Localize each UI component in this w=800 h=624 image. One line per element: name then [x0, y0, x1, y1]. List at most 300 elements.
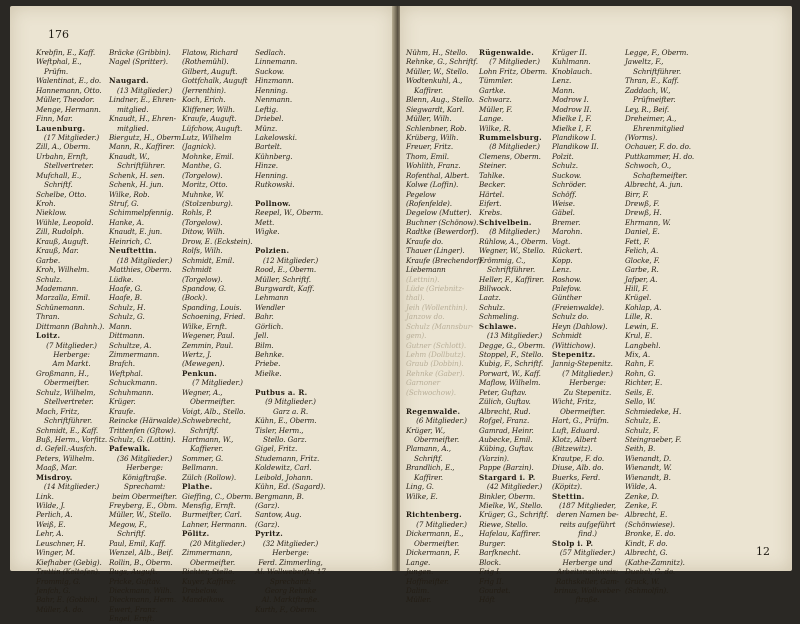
directory-line — [109, 67, 180, 76]
directory-line: Am Markt. — [52, 359, 91, 369]
directory-line: (8 Mitglieder.) — [489, 227, 540, 237]
directory-line: Drewß, F. — [625, 199, 660, 208]
directory-line: Koldewitz, Carl. — [255, 463, 312, 473]
directory-line: Roshow. — [552, 274, 582, 284]
directory-line: Barfknecht. — [479, 548, 521, 558]
directory-line: Krüger II. — [552, 48, 587, 57]
directory-line: Albrecht, A. jun. — [625, 180, 683, 190]
directory-line: Mielke. — [255, 368, 282, 378]
town-heading: Stettin. — [552, 491, 585, 501]
directory-line: Günther — [552, 293, 582, 303]
directory-line: Schoening, Fried. — [182, 312, 246, 322]
directory-line: Buß, Herm., Vorfitz. — [36, 434, 108, 444]
left-page-columns — [36, 48, 328, 624]
directory-line: (6 Mitglieder.) — [416, 416, 467, 426]
directory-line: Eifert. — [479, 199, 502, 208]
town-heading: Plathe. — [182, 482, 213, 492]
directory-line: Schulz, Wilhelm, — [36, 387, 96, 397]
directory-line: ftraße. — [575, 595, 600, 605]
directory-line: Garnoner — [406, 378, 440, 388]
directory-line: Kubig, F., Schriftf. — [479, 359, 544, 369]
directory-line: Heinrich, C. — [109, 236, 152, 246]
directory-line: Hannemann, Otto. — [36, 85, 102, 95]
directory-line: (17 Mitglieder.) — [43, 132, 100, 142]
text-column — [479, 48, 550, 605]
directory-line: Binkler, Oberm. — [479, 491, 536, 501]
directory-line: Stoppel, F., Stello. — [479, 350, 544, 359]
directory-line: Peters, Wilhelm. — [36, 453, 95, 463]
directory-line: Obermeifter. — [190, 557, 236, 567]
town-heading: Stepenitz. — [552, 350, 596, 359]
right-page-columns — [406, 48, 698, 605]
directory-line: Herberge: — [126, 463, 163, 473]
directory-line: Gilbert, Auguft. — [182, 66, 238, 76]
directory-line: Ditow, Wilh. — [182, 227, 225, 237]
directory-line: Aubecke, Emil. — [479, 434, 533, 444]
directory-line: reits aufgeführt — [559, 519, 616, 529]
directory-line: Schultze, A. — [109, 340, 152, 350]
directory-line: Krul, E. — [625, 331, 653, 341]
directory-line: Kroh, Wilhelm. — [36, 265, 90, 275]
directory-line: Lindner, E., Ehren- — [109, 95, 177, 105]
directory-line: (Torgelow). — [182, 170, 223, 180]
directory-line: (Schwochow). — [406, 387, 456, 397]
directory-line: Matthies, Oberm. — [109, 265, 172, 275]
directory-line: (Rothemühl). — [182, 57, 229, 67]
directory-line: Schwebrecht, — [182, 416, 231, 426]
directory-line: Steingraeber, F. — [625, 434, 682, 444]
directory-line: Wilke, R. — [479, 123, 511, 133]
directory-line: Görlich. — [255, 321, 284, 331]
directory-line: Vogt. — [552, 236, 571, 246]
directory-line: Rathskeller, Gam- — [555, 576, 620, 586]
directory-line: (Kathe-Zamnitz). — [625, 557, 685, 567]
directory-line: (7 Mitglieder.) — [562, 368, 613, 378]
directory-line: Wilde, A. — [625, 482, 657, 492]
directory-line: Schriftführer. — [44, 416, 92, 426]
directory-line: Gottfchalk, Auguft — [182, 76, 248, 86]
directory-line: Schimmelpfennig. — [109, 208, 174, 218]
directory-line: Prüfm. — [44, 66, 69, 76]
directory-line: Behnke. — [255, 350, 284, 359]
directory-line: find.) — [578, 529, 597, 539]
directory-line: Maaß, Mar. — [36, 463, 77, 473]
directory-line: Freyberg, E., Obm. — [109, 501, 178, 510]
directory-line: Wilke, Rob. — [109, 189, 150, 199]
directory-line: Wienandt, W. — [625, 463, 672, 473]
directory-line: Rückert. — [552, 246, 583, 256]
directory-line: Biergutz, H., Oberm. — [109, 132, 184, 142]
directory-line: Albrecht, G. — [625, 548, 668, 558]
directory-line: Kindt, F. do. — [625, 538, 668, 548]
directory-line: Pappe (Barzin). — [479, 463, 534, 473]
directory-line: Albrecht, E. — [625, 510, 668, 520]
directory-line: Bahr, E. (Gobbin). — [36, 595, 100, 605]
directory-line: Engel, Ernft. — [109, 614, 155, 624]
directory-line: Peter, Guftav. — [479, 387, 527, 397]
directory-line: (7 Mitglieder.) — [192, 378, 243, 388]
directory-line: Dieckmann, Herm. — [109, 595, 177, 605]
directory-line: Sprechamt: — [269, 576, 312, 586]
directory-line: Kurth, F., Oberm. — [255, 604, 317, 614]
directory-line: (20 Mitglieder.) — [189, 538, 246, 548]
directory-line: Knaudt, E. jun. — [109, 227, 163, 237]
directory-line: Wodtenkuhl, A., — [406, 76, 463, 86]
directory-line: Henning. — [255, 170, 288, 180]
directory-line: Krebfin, E., Kaff. — [36, 48, 96, 57]
directory-line: (18 Mitglieder.) — [116, 255, 173, 265]
directory-line: Buchner (Schönow). — [406, 217, 479, 227]
directory-line: (Jerrenthin). — [182, 85, 226, 95]
directory-line: Ochauer, F. do. do. — [625, 142, 691, 152]
directory-line: (Rofenfelde). — [406, 199, 452, 208]
directory-line: Manthe, G. — [182, 161, 222, 171]
text-column — [255, 48, 326, 624]
directory-line: Obermeifter. — [560, 406, 606, 416]
directory-line: (14 Mitglieder.) — [43, 482, 100, 492]
town-heading: Pyritz. — [255, 529, 284, 539]
directory-line: Nagel (Spritter). — [109, 57, 168, 67]
directory-line: Richter, Stello. — [182, 567, 235, 577]
town-heading: Regenwalde. — [406, 406, 461, 416]
directory-line: Wühle, Leopold. — [36, 217, 94, 227]
directory-line: Weiß, E. — [36, 519, 66, 529]
directory-line: Gruck, W. — [625, 576, 660, 586]
directory-line: Rahn, F. — [625, 359, 655, 369]
directory-line: Gigel, Fritz. — [255, 444, 298, 454]
directory-line: Block. — [479, 557, 501, 567]
directory-line: Laatz. — [479, 293, 501, 303]
directory-line: Müller, Wilh. — [406, 114, 452, 124]
directory-line: Degelow (Mutter). — [406, 208, 472, 218]
directory-line: Krauß, Mar. — [36, 246, 79, 256]
directory-line: Fett, F. — [625, 236, 650, 246]
directory-line: Härtel. — [479, 189, 505, 199]
directory-line: Seith, B. — [625, 444, 656, 454]
town-heading: Pölitz. — [182, 529, 210, 539]
directory-line: Herberge und — [562, 557, 613, 567]
directory-line: Haafe, G. — [109, 283, 143, 293]
directory-line: Winger, M. — [36, 548, 75, 558]
directory-line: Kühn, Ed. (Sagard). — [255, 482, 326, 492]
directory-line: Frommig, G. — [36, 576, 81, 586]
directory-line: Palefow. — [552, 283, 582, 293]
directory-line: Schenk, H. sen. — [109, 170, 165, 180]
directory-line: Mielke I, F. — [552, 114, 592, 124]
directory-line: Menge, Hermann. — [36, 104, 101, 114]
directory-line: Bergmann, B. — [255, 491, 304, 501]
directory-line: Plandikow I. — [552, 132, 596, 142]
directory-line: Al. Wollweberftr. 17 — [255, 567, 326, 577]
directory-line: (13 Mitglieder.) — [116, 85, 173, 95]
text-column — [406, 48, 485, 605]
directory-line: Lahner, Hermann. — [182, 519, 247, 529]
directory-line: Weise. — [552, 199, 575, 208]
town-heading: Stargard i. P. — [479, 472, 536, 482]
directory-line: Al. Marktftraße. — [261, 595, 320, 605]
directory-line: Langbehl. — [625, 340, 661, 350]
directory-line: Wienandt, B. — [625, 472, 671, 482]
directory-line: Lehr, A. — [36, 529, 64, 539]
directory-line: (8 Mitglieder.) — [489, 142, 540, 152]
directory-line: Stellvertreter. — [44, 161, 94, 171]
directory-line: Jeih (Wollenthin). — [406, 302, 468, 312]
directory-line: Radtke (Bewerdorf). — [406, 227, 479, 237]
directory-line: Sedlach. — [255, 48, 286, 57]
text-column — [109, 48, 184, 624]
directory-line — [255, 190, 326, 199]
directory-line: Becker. — [479, 180, 506, 190]
directory-line: Mann. — [552, 85, 575, 95]
directory-line: Riewe, Stello. — [479, 519, 528, 529]
directory-line: Lakelowski. — [255, 132, 297, 142]
directory-line: Felich, A. — [625, 246, 659, 256]
directory-line: Müller, Schriftf. — [255, 274, 311, 284]
directory-line: Zülch (Rollow). — [182, 472, 237, 482]
directory-line: Mann, R., Kaffirer. — [109, 142, 175, 152]
directory-line: Hoffmeifter. — [406, 576, 449, 586]
directory-line: Trettin (Koltofen). — [36, 567, 101, 577]
directory-line: Jenfch, G. — [36, 585, 71, 595]
directory-line: Schriftführer. — [633, 66, 681, 76]
directory-line: Sello, W. — [625, 397, 656, 407]
directory-line: Müller. — [406, 595, 432, 605]
directory-line: Leuschner, H. — [36, 538, 86, 548]
directory-line: Linnemann. — [255, 57, 298, 67]
directory-line: Mademann. — [36, 283, 79, 293]
directory-line: Blenn, Aug., Stello. — [406, 95, 475, 105]
directory-line: Schriftf. — [44, 180, 73, 190]
directory-line: Hill, F. — [625, 283, 649, 293]
directory-line: Schmidt — [182, 265, 212, 275]
directory-line: (Varzin). — [479, 453, 509, 463]
directory-line: Suckow. — [552, 170, 582, 180]
directory-line: (Schönwiese). — [625, 519, 675, 529]
directory-line: Bremer. — [552, 217, 581, 227]
town-heading: Stolp i. P. — [552, 538, 594, 548]
directory-line: Rühlow, A., Oberm. — [479, 236, 548, 246]
directory-line: Nenmann. — [255, 95, 293, 105]
town-heading: Schlawe. — [479, 321, 517, 331]
directory-line: Mix, A. — [625, 350, 651, 359]
directory-line: Birr, F. — [625, 189, 649, 199]
directory-line: Bartelt. — [255, 142, 282, 152]
directory-line: Kroh. — [36, 199, 56, 208]
directory-line: Kraufe (Brechendorf). — [406, 255, 485, 265]
directory-line: Wendler — [255, 302, 285, 312]
directory-line: Lewin, E. — [625, 321, 659, 331]
directory-line — [406, 501, 477, 510]
directory-line: Ling, G. — [406, 482, 434, 492]
directory-line: Lutz, Wilhelm — [182, 132, 232, 142]
directory-line: Muhnke, W. — [182, 189, 224, 199]
directory-line: Obermeifter. — [414, 434, 460, 444]
directory-line: Schulz, G. (Lottin). — [109, 434, 176, 444]
directory-line: Schulz. — [479, 302, 505, 312]
directory-line: Schuckmann. — [109, 378, 158, 388]
directory-line: Zill, Rudolph. — [36, 227, 84, 237]
directory-line: Arbeitsnachweis: — [556, 567, 619, 577]
directory-line: Pegelow — [406, 189, 436, 199]
directory-line: Wigke. — [255, 227, 280, 237]
directory-line: Georg Rehnke — [265, 585, 316, 595]
directory-line: Schriftf. — [190, 425, 219, 435]
directory-line: Wegner, A., — [182, 387, 223, 397]
directory-line: Porwart, W., Kaff. — [479, 368, 541, 378]
directory-line: Kühn, E., Oberm. — [255, 416, 317, 426]
directory-line: (7 Mitglieder.) — [46, 340, 97, 350]
directory-line: (Worms). — [625, 132, 658, 142]
directory-line: Maflow, Wilhelm. — [479, 378, 541, 388]
directory-line: Dittmann (Bahnh.). — [36, 321, 105, 331]
directory-line: Wilke, E. — [406, 491, 438, 501]
directory-line: Höft — [479, 595, 495, 605]
text-column — [36, 48, 107, 624]
directory-line: Frömmig, C., — [479, 255, 526, 265]
directory-line: Ley, R., Beif. — [625, 104, 670, 114]
directory-line: Wicht, Fritz, — [552, 397, 597, 407]
directory-line: Lüfchow, Auguft. — [182, 123, 243, 133]
directory-line: Hinzmann. — [255, 76, 294, 86]
directory-line: Trittenfen (Gftow). — [109, 425, 176, 435]
directory-line: Mielke, W., Stello. — [479, 501, 543, 510]
directory-line: Weftphal. — [109, 368, 143, 378]
directory-line: Schlenbner, Rob. — [406, 123, 467, 133]
directory-line: Rood, E., Oberm. — [255, 265, 317, 275]
directory-line: Link. — [36, 491, 54, 501]
directory-line: Leftig. — [255, 104, 279, 114]
directory-line: Großmann, H., — [36, 368, 89, 378]
directory-line: Ewert, Franz. — [109, 604, 158, 614]
directory-line: Krügel. — [625, 293, 652, 303]
directory-line: (187 Mitglieder, — [559, 501, 616, 510]
directory-line: Drow, E. (Eckstein). — [182, 236, 253, 246]
directory-line: Münz. — [255, 123, 278, 133]
directory-line: Obermeifter. — [44, 378, 90, 388]
directory-line: Marzalla, Emil. — [36, 293, 91, 303]
directory-line: Suckow. — [255, 66, 285, 76]
directory-line: Lille, R. — [625, 312, 653, 322]
directory-line: Gartke. — [479, 85, 506, 95]
directory-line: Pricke, Guftav. — [109, 576, 161, 586]
directory-line: Siegwardt, Karl. — [406, 104, 465, 114]
directory-line: Marohn. — [552, 227, 583, 237]
directory-line: Dickermann, E., — [406, 529, 464, 539]
directory-line: Henning. — [255, 85, 288, 95]
directory-line: Drebelow. — [182, 585, 218, 595]
directory-line: Rolfs, Wilh. — [182, 246, 223, 256]
directory-line — [255, 237, 326, 246]
directory-line: Spanding, Louis. — [182, 302, 242, 312]
directory-line: Liebemann — [406, 265, 446, 275]
town-heading: Putbus a. R. — [255, 387, 308, 397]
directory-line: Schwarz. — [479, 95, 512, 105]
directory-line: Glocke, F. — [625, 255, 660, 265]
directory-line: Lohn Fritz, Oberm. — [479, 66, 548, 76]
directory-line: Mufchall, E., — [36, 170, 82, 180]
directory-line: Bilm. — [255, 340, 274, 350]
directory-line: Jaweltz, F., — [625, 57, 664, 67]
directory-line: Buerks, Ferd. — [552, 472, 601, 482]
directory-line: Obermeifter. — [190, 397, 236, 407]
directory-line: Jafper, A. — [625, 274, 658, 284]
directory-line: (Garz). — [255, 501, 280, 510]
directory-line: Thom, Emil. — [406, 151, 449, 161]
directory-line: Clemens, Oberm. — [479, 151, 541, 161]
directory-line: Zimmermann, — [182, 548, 233, 558]
directory-line: Diuse, Alb. do. — [552, 463, 604, 473]
directory-line: Knaudt, H., Ehren- — [109, 114, 176, 124]
text-column — [182, 48, 253, 624]
directory-line: Seils, E. — [625, 387, 654, 397]
directory-line: (Bock). — [182, 293, 208, 303]
directory-line: Wohlith, Franz. — [406, 161, 461, 171]
directory-line: (7 Mitglieder.) — [416, 519, 467, 529]
directory-line: Tisler, Herm., — [255, 425, 304, 435]
directory-line: Kühnberg. — [255, 151, 293, 161]
page-number-left: 176 — [48, 28, 69, 41]
directory-line: Janzow do. — [406, 312, 445, 322]
directory-line: Zu Stepenitz. — [563, 387, 612, 397]
directory-line: Wertz, J. — [182, 350, 212, 359]
text-column — [625, 48, 696, 605]
directory-line: Sprechamt: — [123, 482, 166, 492]
directory-line: Polzit. — [552, 151, 574, 161]
directory-line: Schmidt, E., Kaff. — [36, 425, 99, 435]
directory-line: Kaffirer. — [414, 472, 443, 482]
directory-line: Ferd. Zimmerling, — [258, 557, 323, 567]
directory-line: (Torgelow). — [182, 274, 223, 284]
directory-line — [406, 397, 477, 406]
directory-line: Driebel. — [255, 114, 284, 124]
directory-line: Prüfmeifter. — [633, 95, 676, 105]
directory-line: Schwoch, O., — [625, 161, 672, 171]
directory-line: Rohls, P. — [182, 208, 212, 218]
directory-line: Stellvertreter. — [44, 397, 94, 407]
directory-line: Kiefhaber (Gebig). — [36, 557, 102, 567]
directory-line: Kohlap, A. — [625, 302, 662, 312]
directory-line: Rofgel, Franz. — [479, 416, 530, 426]
directory-line: Flatow, Richard — [182, 48, 238, 57]
directory-line: (7 Mitglieder.) — [489, 57, 540, 67]
directory-line: Modrow I. — [552, 95, 589, 105]
directory-line: Schmidt — [552, 331, 582, 341]
directory-line: Dieckmann, Wilh. — [109, 585, 172, 595]
town-heading: Penkun. — [182, 368, 218, 378]
directory-line: Zemmin, Paul. — [182, 340, 234, 350]
directory-line: Zülich, Guftav. — [479, 397, 531, 407]
directory-line: (42 Mitglieder.) — [486, 482, 543, 492]
directory-line: Tümmler. — [479, 76, 513, 86]
directory-line: Schenk, H. jun. — [109, 180, 164, 190]
directory-line: Garbe. — [36, 255, 61, 265]
directory-line: Leibold, Johann. — [255, 472, 313, 482]
directory-line: Mann. — [109, 321, 132, 331]
directory-line: Ehrenmitglied — [633, 123, 684, 133]
directory-line: Kraufe, Auguft. — [182, 114, 237, 124]
directory-line: Schröder. — [552, 180, 587, 190]
directory-line: Paul, Emil, Kaff. — [109, 538, 166, 548]
town-heading: Lauenburg. — [36, 123, 86, 133]
directory-line: Plandikow II. — [552, 142, 599, 152]
directory-line: (9 Mitglieder.) — [265, 397, 316, 407]
directory-line: Thran, E., Kaff. — [625, 76, 679, 86]
directory-line: Rutkowski. — [255, 180, 295, 190]
directory-line: mitglied. — [117, 104, 149, 114]
directory-line: Schelbe, Otto. — [36, 189, 87, 199]
directory-line: Modrow II. — [552, 104, 592, 114]
text-column — [552, 48, 623, 605]
